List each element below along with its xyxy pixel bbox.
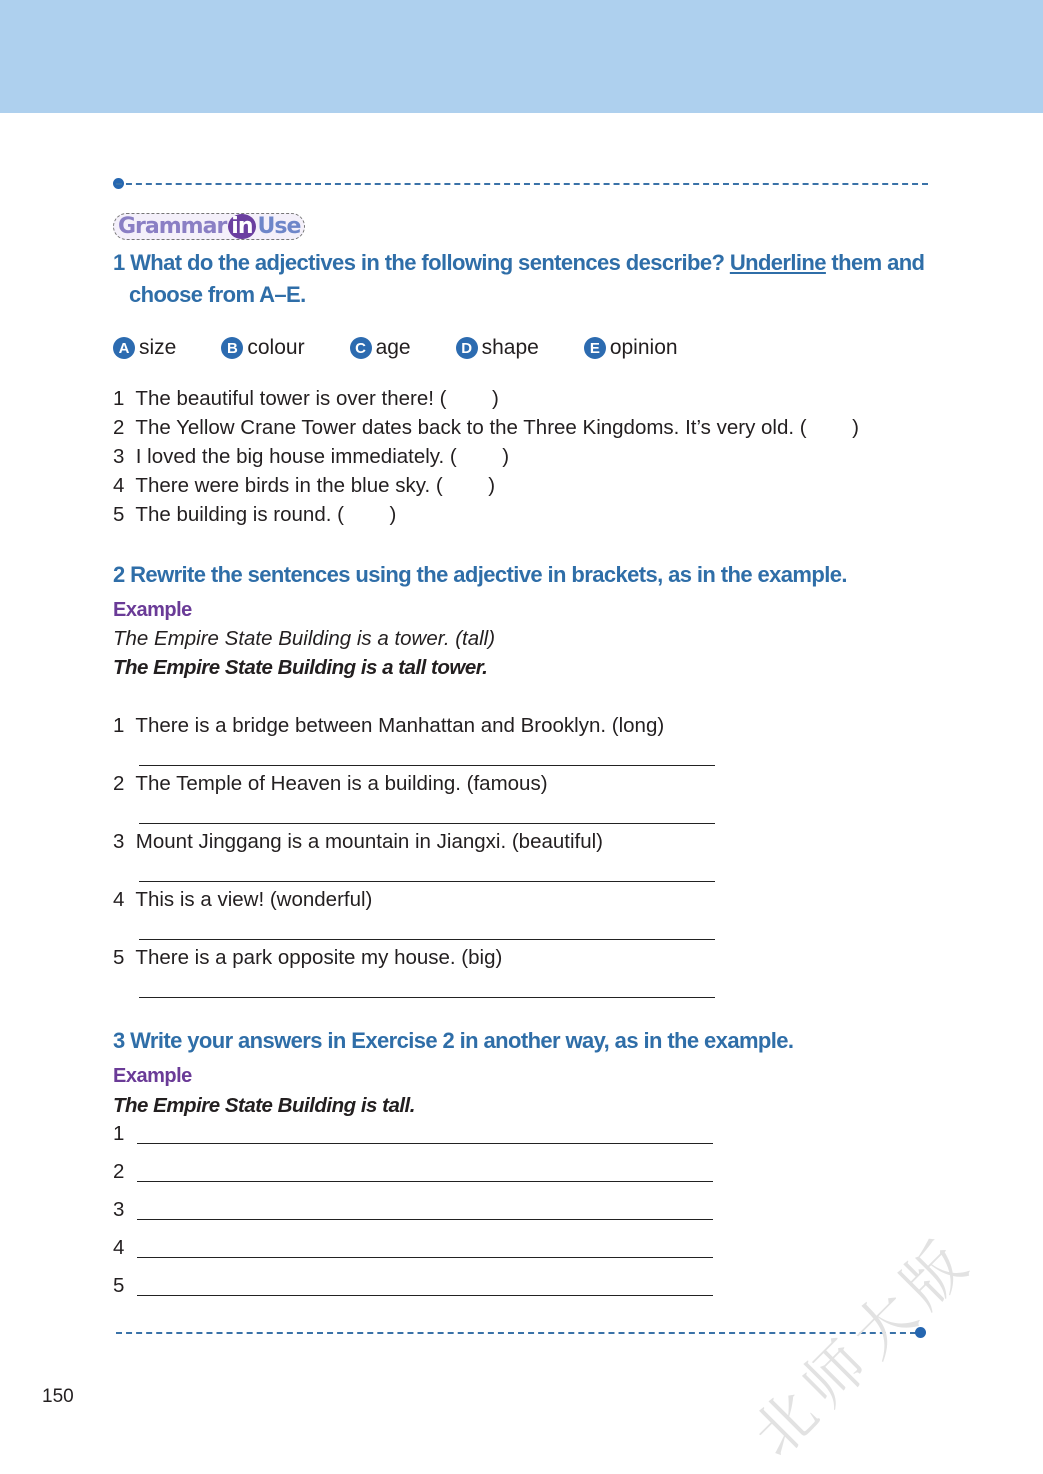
answer-line[interactable] (137, 1257, 713, 1258)
option-label: size (139, 336, 177, 359)
option-letter-badge: C (350, 337, 372, 359)
exercise-1-title: 1 What do the adjectives in the following sentences describe? Underline them and choose from A–E. (113, 250, 925, 307)
answer-line[interactable] (139, 823, 715, 824)
exercise-1-item: 5 The building is round. ( ) (113, 503, 397, 526)
example-label: Example (113, 1065, 192, 1087)
option-letter-badge: D (456, 337, 478, 359)
option-label: opinion (609, 336, 678, 359)
option-letter-badge: A (113, 337, 135, 359)
answer-line[interactable] (139, 765, 715, 766)
answer-line[interactable] (139, 881, 715, 882)
exercise-1-item: 2 The Yellow Crane Tower dates back to the Three Kingdoms. It’s very old. ( ) (113, 416, 859, 439)
option-label: colour (247, 336, 305, 359)
option-label: shape (481, 336, 539, 359)
answer-number: 4 (113, 1236, 125, 1259)
example-answer: The Empire State Building is tall. (113, 1094, 415, 1117)
exercise-1-item: 4 There were birds in the blue sky. ( ) (113, 474, 496, 497)
option-letter-badge: E (584, 337, 606, 359)
answer-line[interactable] (139, 997, 715, 998)
example-label: Example (113, 599, 192, 621)
exercise-2-item: 5 There is a park opposite my house. (big) (113, 946, 503, 969)
header-band (0, 0, 1043, 113)
option-a (113, 336, 176, 360)
option-b (221, 336, 304, 360)
example-question: The Empire State Building is a tower. (tall) (113, 627, 496, 650)
answer-number: 3 (113, 1198, 125, 1221)
answer-number: 5 (113, 1274, 125, 1297)
answer-number: 2 (113, 1160, 125, 1183)
option-e (584, 336, 678, 360)
option-d (456, 336, 539, 360)
exercise-2-item: 4 This is a view! (wonderful) (113, 888, 373, 911)
exercise-3-title: 3 Write your answers in Exercise 2 in another way, as in the example. (113, 1028, 794, 1053)
answer-line[interactable] (137, 1143, 713, 1144)
answer-number: 1 (113, 1122, 125, 1145)
bottom-divider (116, 1332, 916, 1334)
top-divider (116, 183, 928, 185)
options-row (113, 336, 723, 360)
grammar-in-use-logo: Grammar in Use (113, 213, 305, 240)
exercise-1-item: 3 I loved the big house immediately. ( ) (113, 445, 510, 468)
answer-line[interactable] (137, 1219, 713, 1220)
option-label: age (375, 336, 411, 359)
answer-line[interactable] (137, 1181, 713, 1182)
page-number: 150 (42, 1386, 74, 1407)
exercise-2-item: 3 Mount Jinggang is a mountain in Jiangxi. (beautiful) (113, 830, 604, 853)
exercise-1-item: 1 The beautiful tower is over there! ( ) (113, 387, 499, 410)
watermark: 北师大版 (739, 1222, 988, 1471)
answer-line[interactable] (137, 1295, 713, 1296)
option-c (350, 336, 411, 360)
example-answer: The Empire State Building is a tall tower. (113, 656, 488, 679)
exercise-2-title: 2 Rewrite the sentences using the adjective in brackets, as in the example. (113, 562, 847, 587)
exercise-2-item: 1 There is a bridge between Manhattan and Brooklyn. (long) (113, 714, 665, 737)
exercise-2-item: 2 The Temple of Heaven is a building. (famous) (113, 772, 548, 795)
answer-line[interactable] (139, 939, 715, 940)
option-letter-badge: B (221, 337, 243, 359)
